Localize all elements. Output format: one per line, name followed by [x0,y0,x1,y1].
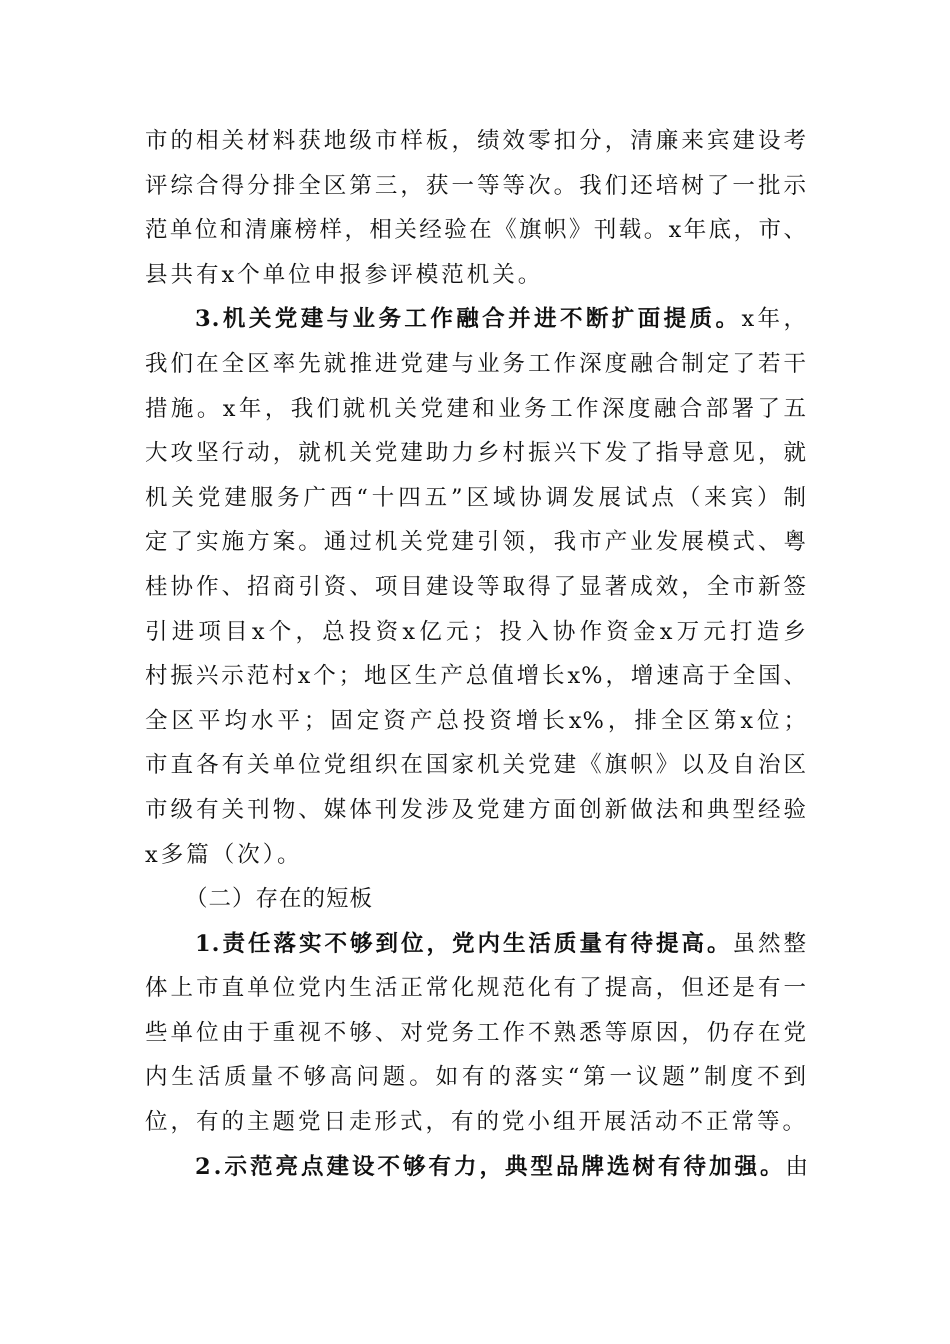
line-text: 桂协作、招商引资、项目建设等取得了显著成效，全市新签 [145,573,807,600]
text-line [145,835,807,880]
text-line [145,389,807,434]
line-text: 市的相关材料获地级市样板，绩效零扣分，清廉来宾建设考 [145,128,807,154]
line-text: x多篇（次）。 [145,841,303,868]
text-line [145,344,807,389]
line-text: 机关党建服务广西“十四五”区域协调发展试点（来宾）制 [145,484,807,511]
text-line [145,210,807,255]
text-line [145,790,807,835]
text-line [145,612,807,657]
line-text: 措施。x年，我们就机关党建和业务工作深度融合部署了五 [145,395,807,422]
paragraph-text: 虽然整 [732,930,807,957]
text-line [145,1013,807,1058]
line-text: 市级有关刊物、媒体刊发涉及党建方面创新做法和典型经验 [145,796,807,823]
paragraph-heading-line [145,1147,812,1192]
line-text: 评综合得分排全区第三，获一等等次。我们还培树了一批示 [145,172,807,199]
document-body [145,121,812,1191]
text-line [145,522,807,567]
line-text: 市直各有关单位党组织在国家机关党建《旗帜》以及自治区 [145,752,807,779]
text-line [145,656,807,701]
text-line [145,121,807,166]
paragraph-heading-line [145,924,807,969]
line-text: 体上市直单位党内生活正常化规范化有了提高，但还是有一 [145,975,807,1002]
line-text: 全区平均水平；固定资产总投资增长x%，排全区第x位； [145,707,807,734]
line-text: 位，有的主题党日走形式，有的党小组开展活动不正常等。 [145,1109,809,1136]
line-text: 引进项目x个，总投资x亿元；投入协作资金x万元打造乡 [145,618,807,645]
text-line [145,1057,807,1102]
paragraph-heading: 1.责任落实不够到位，党内生活质量有待提高。 [195,930,733,957]
text-line [145,701,807,746]
paragraph-heading: 3.机关党建与业务工作融合并进不断扩面提质。 [195,306,742,333]
line-text: 大攻坚行动，就机关党建助力乡村振兴下发了指导意见，就 [145,440,807,467]
line-text: 些单位由于重视不够、对党务工作不熟悉等原因，仍存在党 [145,1019,807,1046]
line-text: 范单位和清廉榜样，相关经验在《旗帜》刊载。x年底，市、 [145,217,807,244]
line-text: 我们在全区率先就推进党建与业务工作深度融合制定了若干 [145,350,807,377]
line-text: 定了实施方案。通过机关党建引领，我市产业发展模式、粤 [145,529,807,556]
text-line [145,433,807,478]
section-subheading [145,879,807,924]
paragraph-heading-line [145,299,807,344]
paragraph-heading: 2.示范亮点建设不够有力，典型品牌选树有待加强。 [195,1153,786,1180]
text-line [145,968,807,1013]
text-line [145,166,807,211]
subheading-text: （二）存在的短板 [185,886,374,913]
text-line [145,745,807,790]
line-text: 县共有x个单位申报参评模范机关。 [145,261,544,288]
paragraph-text: x年， [741,306,807,333]
text-line [145,255,807,300]
paragraph-text: 由 [785,1153,812,1180]
text-line [145,1102,807,1147]
line-text: 内生活质量不够高问题。如有的落实“第一议题”制度不到 [145,1064,807,1091]
line-text: 村振兴示范村x个；地区生产总值增长x%，增速高于全国、 [145,663,807,690]
text-line [145,478,807,523]
text-line [145,567,807,612]
